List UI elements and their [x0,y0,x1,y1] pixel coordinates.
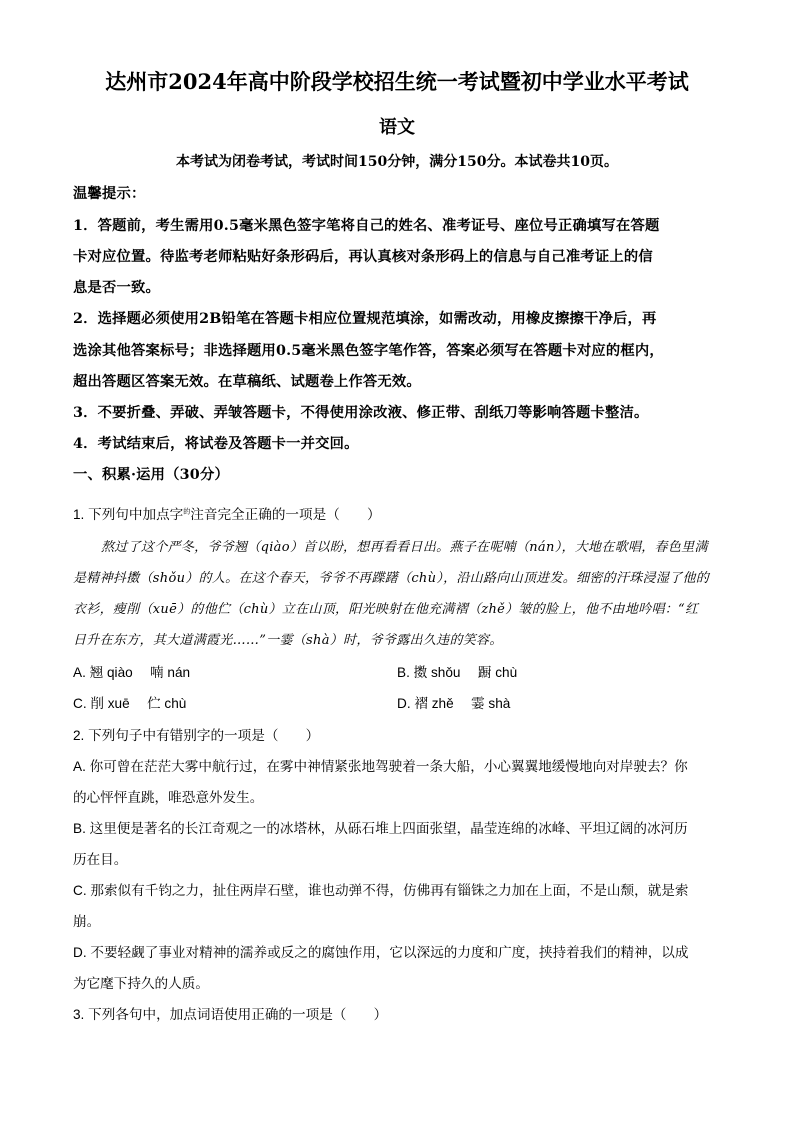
notice-heading: 温馨提示： [73,186,146,202]
notice-line: 卡对应位置。待监考老师粘贴好条形码后，再认真核对条形码上的信息与自己准考证上的信 [73,249,653,265]
option-b-line: 历在目。 [73,852,128,867]
section-heading: 一、积累·运用（30分） [73,467,229,483]
option-a-line: 的心怦怦直跳，唯恐意外发生。 [73,790,264,805]
question-1-stem-mark: 的 [183,508,191,516]
passage-line: 是精神抖擞（shǒu）的人。在这个春天，爷爷不再蹀躇（chù），沿山路向山顶进发。细密的汗珠浸湿了他的 [73,571,710,586]
subject-title: 语文 [379,117,415,138]
option-c: C. 削 xuē 伫 chù [73,696,187,711]
notice-line: 3．不要折叠、弄破、弄皱答题卡，不得使用涂改液、修正带、刮纸刀等影响答题卡整洁。 [73,405,649,421]
option-d: D. 褶 zhě 霎 shà [397,696,511,711]
option-b: B. 擞 shǒu 蹰 chù [397,665,518,680]
question-1-stem-suffix: 注音完全正确的一项是（ ） [190,507,381,522]
question-1-stem [73,503,381,523]
passage-line: 熬过了这个严冬，爷爷翘（qiào）首以盼，想再看看日出。燕子在呢喃（nán），大地在歌唱，春色里满 [101,540,708,555]
question-2-stem: 2. 下列句子中有错别字的一项是（ ） [73,728,320,743]
question-1-stem-prefix: 1. 下列句中加点字 [73,507,184,522]
passage-line: 衣衫，瘦削（xuē）的他伫（chù）立在山顶，阳光映射在他充满褶（zhě）皱的脸上，他不由地吟唱：“红 [73,602,699,617]
notice-line: 选涂其他答案标号；非选择题用0.5毫米黑色签字笔作答，答案必须写在答题卡对应的框内， [73,343,664,359]
notice-line: 息是否一致。 [73,280,160,296]
option-b-line: B. 这里便是著名的长江奇观之一的冰塔林，从砾石堆上四面张望，晶莹连绵的冰峰、平坦辽阔的冰河历 [73,821,688,836]
exam-info: 本考试为闭卷考试，考试时间150分钟，满分150分。本试卷共10页。 [176,154,618,170]
notice-line: 2．选择题必须使用2B铅笔在答题卡相应位置规范填涂，如需改动，用橡皮擦擦干净后，再 [73,311,657,327]
option-d-line: 为它麾下持久的人质。 [73,976,209,991]
option-d-line: D. 不要轻觑了事业对精神的濡养或反之的腐蚀作用，它以深远的力度和广度，挟持着我们的精神，以成 [73,945,689,960]
passage-line: 日升在东方，其大道满霞光……”一霎（shà）时，爷爷露出久违的笑容。 [73,633,503,648]
option-c-line: C. 那索似有千钧之力，扯住两岸石壁，谁也动弹不得，仿佛再有锱铢之力加在上面，不是山颓，就是索 [73,883,689,898]
option-a: A. 翘 qiào 喃 nán [73,665,191,680]
option-c-line: 崩。 [73,914,101,929]
notice-line: 1．答题前，考生需用0.5毫米黑色签字笔将自己的姓名、准考证号、座位号正确填写在答题 [73,218,660,234]
notice-line: 4．考试结束后，将试卷及答题卡一并交回。 [73,436,359,452]
page-title: 达州市2024年高中阶段学校招生统一考试暨初中学业水平考试 [105,69,689,94]
question-3-stem: 3. 下列各句中，加点词语使用正确的一项是（ ） [73,1007,388,1022]
notice-line: 超出答题区答案无效。在草稿纸、试题卷上作答无效。 [73,374,421,390]
option-a-line: A. 你可曾在茫茫大雾中航行过，在雾中神情紧张地驾驶着一条大船，小心翼翼地缓慢地向对岸驶去？你 [73,759,688,774]
